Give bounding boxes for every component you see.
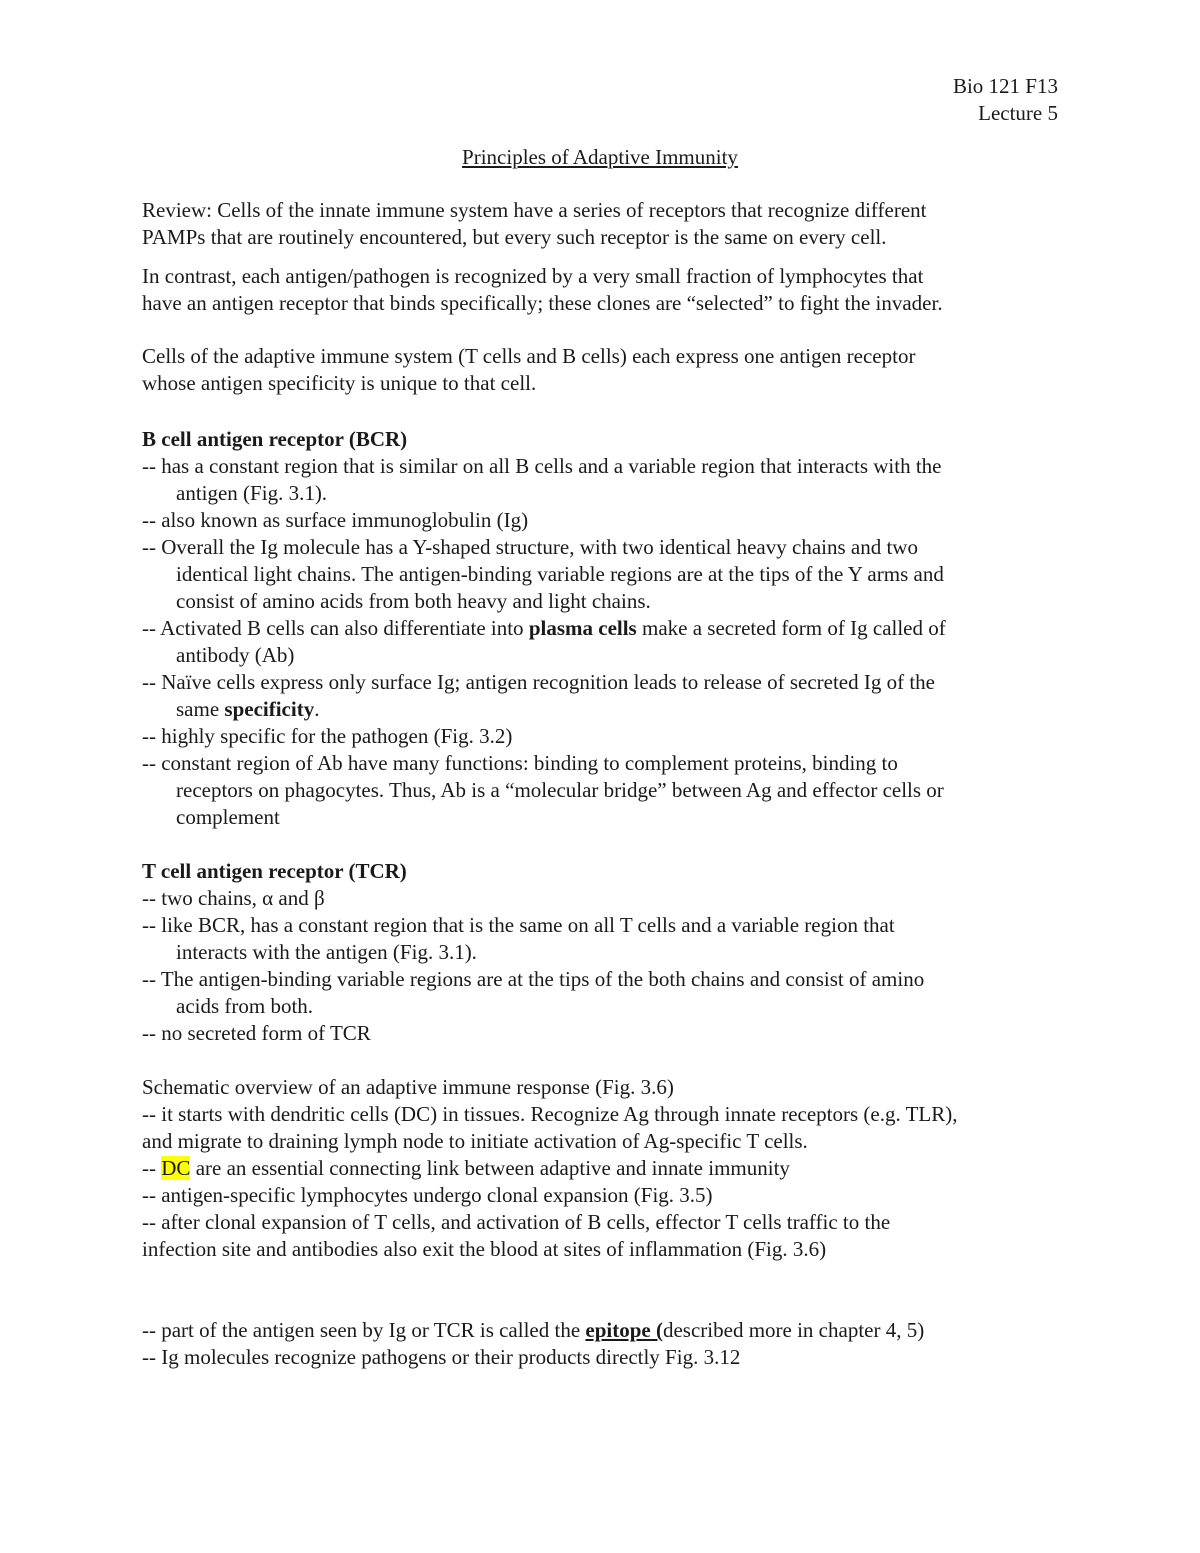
epitope-bullet-2: -- Ig molecules recognize pathogens or their products directly Fig. 3.12 xyxy=(142,1345,741,1369)
schematic-bullet-4-cont: infection site and antibodies also exit the blood at sites of inflammation (Fig. 3.6) xyxy=(142,1237,827,1261)
schematic-bullet-2-text: are an essential connecting link between adaptive and innate immunity xyxy=(190,1156,790,1180)
schematic-bullet-2-dash: -- xyxy=(142,1156,162,1180)
course-code: Bio 121 F13 xyxy=(952,74,1058,98)
bcr-bullet-7-cont-1: receptors on phagocytes. Thus, Ab is a “molecular bridge” between Ag and effector cells or xyxy=(176,778,944,802)
page-title: Principles of Adaptive Immunity xyxy=(462,145,738,169)
bcr-bullet-1-cont: antigen (Fig. 3.1). xyxy=(176,481,328,505)
tcr-bullet-2: -- like BCR, has a constant region that is the same on all T cells and a variable region that xyxy=(142,913,895,937)
tcr-bullet-3: -- The antigen-binding variable regions are at the tips of the both chains and consist of amino xyxy=(142,967,925,991)
schematic-heading: Schematic overview of an adaptive immune response (Fig. 3.6) xyxy=(142,1075,674,1099)
adaptive-line-1: Cells of the adaptive immune system (T cells and B cells) each express one antigen receptor xyxy=(142,344,916,368)
bcr-bullet-4-text-end: make a secreted form of Ig called of xyxy=(636,616,946,640)
review-line-1: Review: Cells of the innate immune system have a series of receptors that recognize different xyxy=(142,198,927,222)
tcr-bullet-4: -- no secreted form of TCR xyxy=(142,1021,371,1045)
bcr-bullet-4 xyxy=(142,615,946,642)
epitope-bullet-1-text-end: described more in chapter 4, 5) xyxy=(662,1318,925,1342)
adaptive-line-2: whose antigen specificity is unique to that cell. xyxy=(142,371,537,395)
bcr-bullet-6: -- highly specific for the pathogen (Fig. 3.2) xyxy=(142,724,513,748)
bcr-bullet-3-cont-2: consist of amino acids from both heavy and light chains. xyxy=(176,589,651,613)
contrast-line-2: have an antigen receptor that binds specifically; these clones are “selected” to fight the invader. xyxy=(142,291,943,315)
tcr-bullet-1: -- two chains, α and β xyxy=(142,886,325,910)
dc-highlight: DC xyxy=(161,1156,191,1180)
schematic-bullet-1: -- it starts with dendritic cells (DC) in tissues. Recognize Ag through innate receptors (e.g. TLR), xyxy=(142,1102,958,1126)
tcr-heading: T cell antigen receptor (TCR) xyxy=(142,859,407,883)
bcr-bullet-2: -- also known as surface immunoglobulin (Ig) xyxy=(142,508,529,532)
bcr-bullet-5-cont xyxy=(176,696,319,723)
bcr-bullet-1: -- has a constant region that is similar on all B cells and a variable region that interacts with the xyxy=(142,454,942,478)
bcr-bullet-5-cont-text: same xyxy=(176,697,225,721)
plasma-cells-term: plasma cells xyxy=(528,616,637,640)
review-line-2: PAMPs that are routinely encountered, but every such receptor is the same on every cell. xyxy=(142,225,887,249)
bcr-bullet-5: -- Naïve cells express only surface Ig; antigen recognition leads to release of secreted Ig of the xyxy=(142,670,936,694)
bcr-bullet-4-text: -- Activated B cells can also differentiate into xyxy=(142,616,529,640)
bcr-bullet-7-cont-2: complement xyxy=(176,805,280,829)
epitope-term: epitope ( xyxy=(585,1318,663,1342)
tcr-bullet-2-cont: interacts with the antigen (Fig. 3.1). xyxy=(176,940,477,964)
bcr-bullet-3-cont-1: identical light chains. The antigen-binding variable regions are at the tips of the Y arms and xyxy=(176,562,944,586)
schematic-bullet-1-cont: and migrate to draining lymph node to initiate activation of Ag-specific T cells. xyxy=(142,1129,808,1153)
lecture-number: Lecture 5 xyxy=(978,101,1058,125)
bcr-bullet-4-cont: antibody (Ab) xyxy=(176,643,295,667)
schematic-bullet-2 xyxy=(142,1155,790,1182)
bcr-bullet-3: -- Overall the Ig molecule has a Y-shaped structure, with two identical heavy chains and two xyxy=(142,535,918,559)
specificity-term: specificity xyxy=(224,697,315,721)
bcr-bullet-5-period: . xyxy=(314,697,320,721)
schematic-bullet-4: -- after clonal expansion of T cells, and activation of B cells, effector T cells traffic to the xyxy=(142,1210,891,1234)
epitope-bullet-1 xyxy=(142,1317,924,1344)
bcr-bullet-7: -- constant region of Ab have many functions: binding to complement proteins, binding to xyxy=(142,751,898,775)
schematic-bullet-3: -- antigen-specific lymphocytes undergo clonal expansion (Fig. 3.5) xyxy=(142,1183,713,1207)
contrast-line-1: In contrast, each antigen/pathogen is recognized by a very small fraction of lymphocytes that xyxy=(142,264,924,288)
bcr-heading: B cell antigen receptor (BCR) xyxy=(142,427,408,451)
epitope-bullet-1-text: -- part of the antigen seen by Ig or TCR is called the xyxy=(142,1318,586,1342)
tcr-bullet-3-cont: acids from both. xyxy=(176,994,314,1018)
